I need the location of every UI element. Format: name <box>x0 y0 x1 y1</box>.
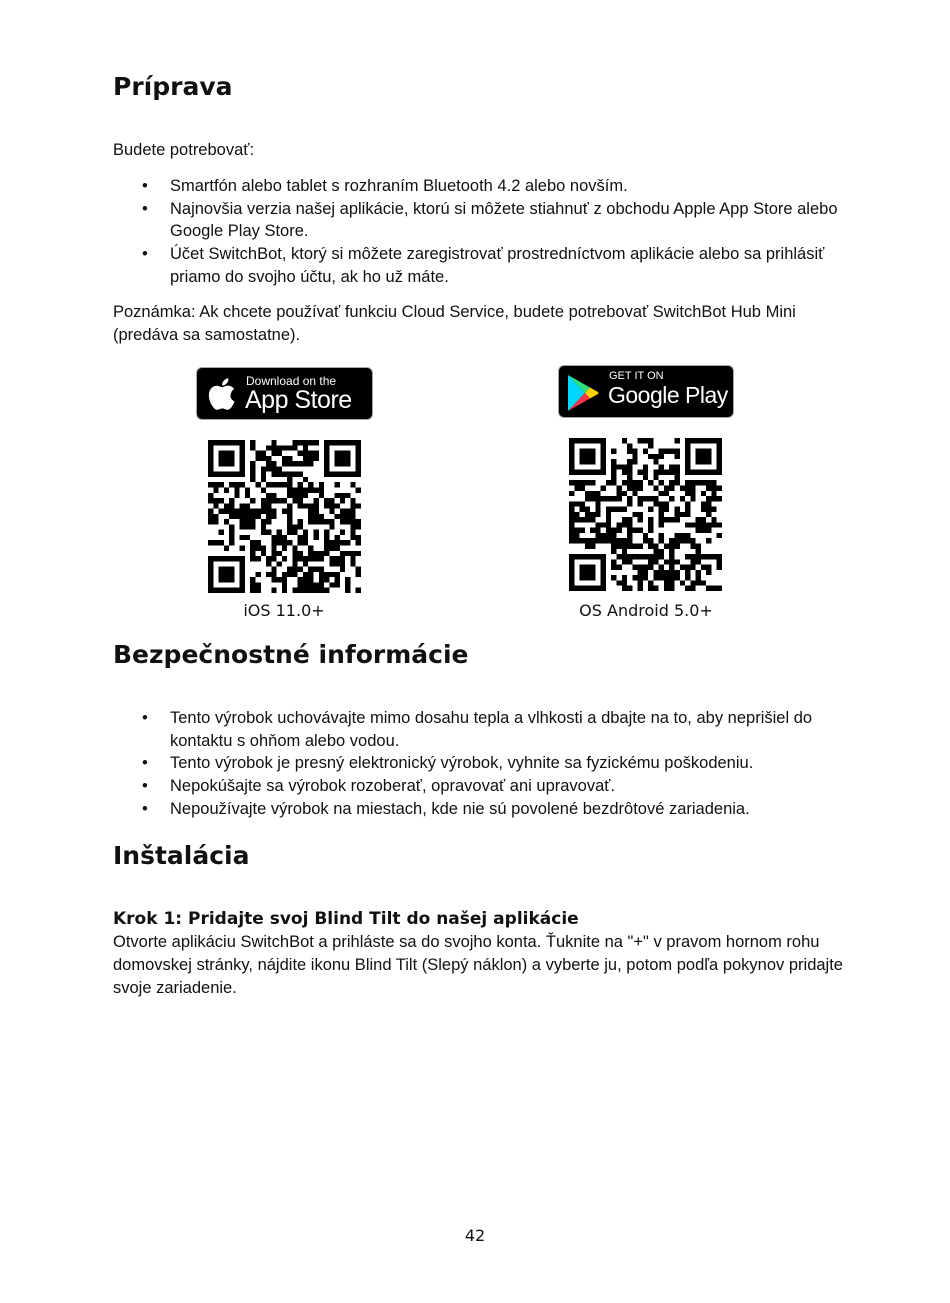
google-play-icon <box>566 374 600 412</box>
bullet-icon: • <box>142 709 148 727</box>
safety-list <box>113 707 843 821</box>
section-heading-safety: Bezpečnostné informácie <box>113 640 469 669</box>
list-item: • Tento výrobok uchovávajte mimo dosahu tepla a vlhkosti a dbajte na to, aby neprišiel do kontaktu s ohňom alebo vodou. <box>142 709 813 750</box>
list-item: • Účet SwitchBot, ktorý si môžete zaregistrovať prostredníctvom aplikácie alebo sa prihlásiť priamo do svojho účtu, ak ho už máte. <box>142 245 825 286</box>
page-number: 42 <box>464 1226 486 1245</box>
bullet-icon: • <box>142 199 148 218</box>
google-play-small-label: GET IT ON <box>609 370 664 382</box>
app-store-big-label: App Store <box>245 386 352 414</box>
prep-note: Poznámka: Ak chcete používať funkciu Cloud Service, budete potrebovať SwitchBot Hub Mini (predáva sa samostatne). <box>113 303 796 344</box>
bullet-icon: • <box>142 754 148 773</box>
bullet-icon: • <box>142 177 148 195</box>
app-store-badge[interactable] <box>196 367 373 420</box>
step-1-title: Krok 1: Pridajte svoj Blind Tilt do našej aplikácie <box>113 909 579 929</box>
bullet-icon: • <box>142 777 148 796</box>
google-play-qr-code <box>569 438 722 591</box>
ios-version-caption: iOS 11.0+ <box>243 601 325 620</box>
app-store-qr-code <box>208 440 361 593</box>
section-heading-installation: Inštalácia <box>113 841 250 870</box>
step-1-text: Otvorte aplikáciu SwitchBot a prihláste sa do svojho konta. Ťuknite na "+" v pravom hornom rohu domovskej stránky, nájdite ikonu Blind Tilt (Slepý náklon) a vyberte ju, potom podľa pokynov pridajte svoje zariadenie. <box>113 933 843 997</box>
list-item: • Najnovšia verzia našej aplikácie, ktorú si môžete stiahnuť z obchodu Apple App Store alebo Google Play Store. <box>142 199 838 241</box>
google-play-big-label: Google Play <box>608 382 728 408</box>
list-item: • Smartfón alebo tablet s rozhraním Bluetooth 4.2 alebo novším. <box>113 175 843 198</box>
list-item: • Nepoužívajte výrobok na miestach, kde nie sú povolené bezdrôtové zariadenia. <box>113 798 843 821</box>
bullet-icon: • <box>142 245 148 264</box>
android-version-caption: OS Android 5.0+ <box>579 601 713 620</box>
list-item: • Nepokúšajte sa výrobok rozoberať, opravovať ani upravovať. <box>113 775 843 798</box>
prep-requirements-list <box>113 175 843 289</box>
section-heading-preparation: Príprava <box>113 72 233 101</box>
app-store-small-label: Download on the <box>246 374 337 388</box>
bullet-icon: • <box>142 799 148 818</box>
apple-icon <box>206 376 236 412</box>
list-item: • Tento výrobok je presný elektronický výrobok, vyhnite sa fyzickému poškodeniu. <box>113 752 843 775</box>
prep-intro: Budete potrebovať: <box>113 141 255 159</box>
google-play-badge[interactable] <box>558 365 734 418</box>
